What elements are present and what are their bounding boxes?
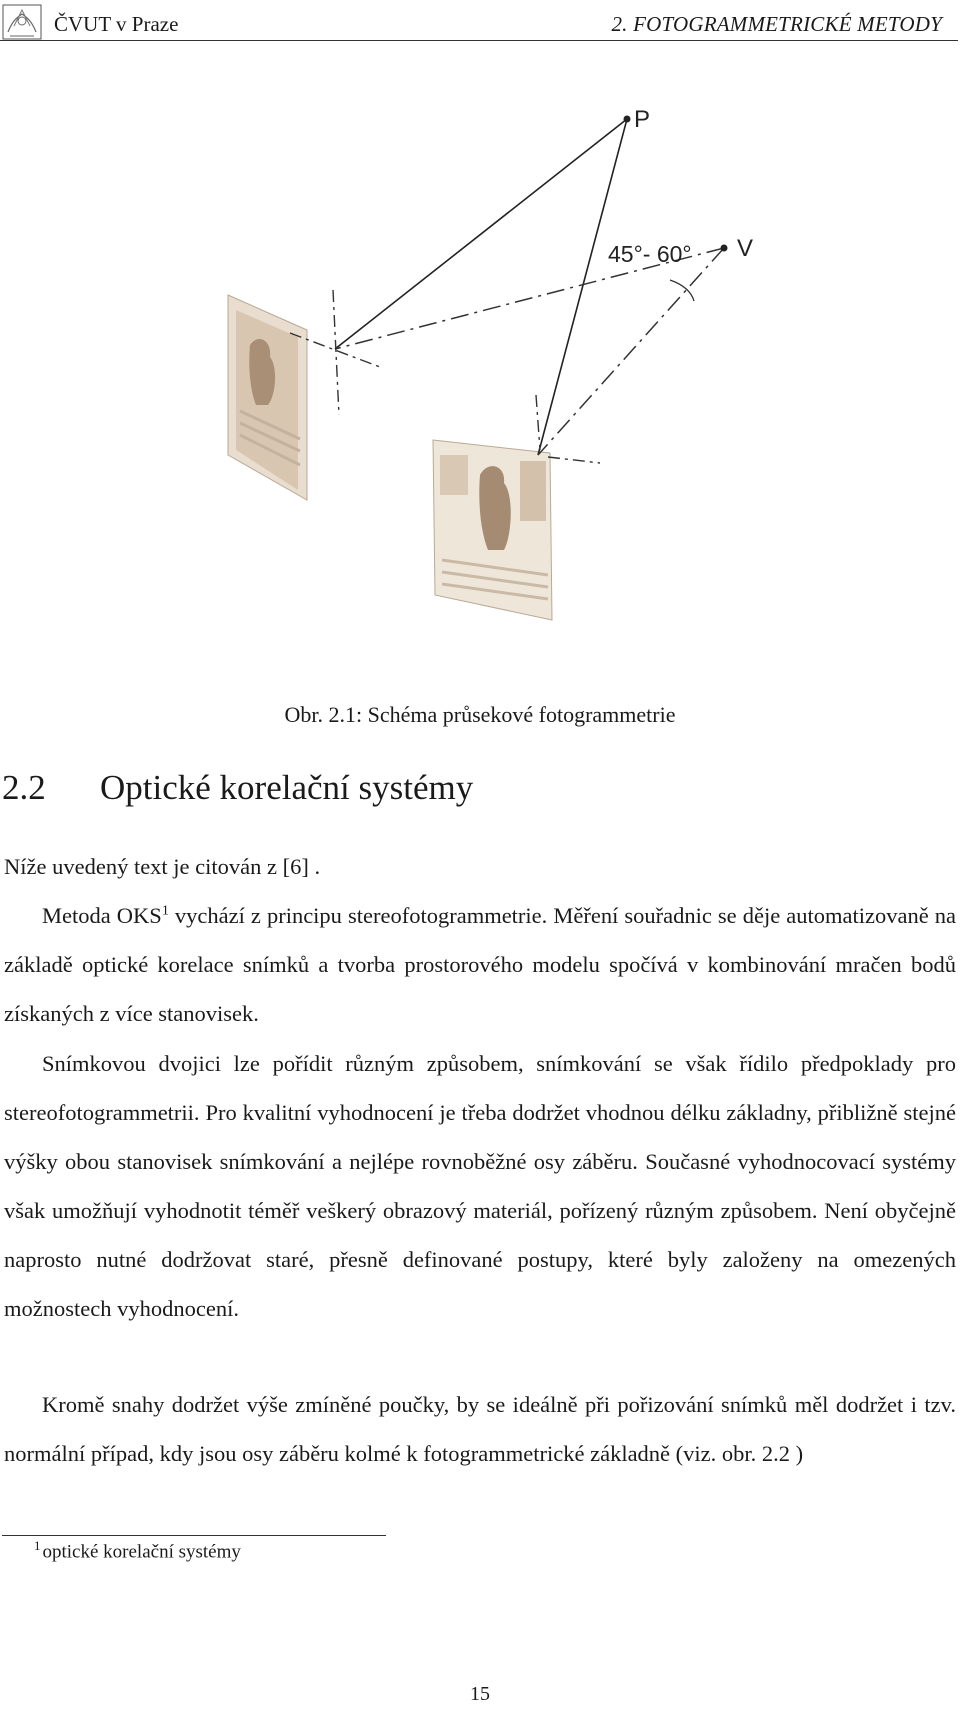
point-v-label: V bbox=[737, 235, 754, 262]
section-number: 2.2 bbox=[2, 768, 46, 807]
section-heading bbox=[2, 768, 473, 808]
intersection-photogrammetry-figure bbox=[0, 105, 960, 645]
header-rule bbox=[0, 40, 958, 41]
point-p-label: P bbox=[634, 106, 651, 133]
left-photo bbox=[228, 295, 307, 500]
paragraph-normal-case: Kromě snahy dodržet výše zmíněné poučky, by se ideálně při pořizování snímků měl dodržet i tzv. normální případ, kdy jsou osy záběru kolmé k fotogrammetrické základně (viz. obr. 2.2 ) bbox=[4, 1392, 956, 1466]
university-logo-icon bbox=[2, 4, 42, 40]
paragraph-stereo-pair: Snímkovou dvojici lze pořídit různým způsobem, snímkování se však řídilo předpoklady pro stereofotogrammetrii. Pro kvalitní vyhodnocení je třeba dodržet vhodnou délku základny, přibližně stejné výšky obou stanovisek snímkování a nejlépe rovnoběžné osy záběru. Současné vyhodnocovací systémy však umožňují vyhodnotit téměř veškerý obrazový materiál, pořízený různým způsobem. Není obyčejně naprosto nutné dodržovat staré, přesně definované postupy, které byly založeny na omezených možnostech vyhodnocení. bbox=[4, 1051, 956, 1321]
footnote-mark: 1 bbox=[34, 1538, 41, 1553]
angle-label: 45°- 60° bbox=[608, 241, 692, 267]
footnote bbox=[34, 1538, 241, 1563]
paragraph-oks-lead: Metoda OKS bbox=[42, 903, 162, 928]
bottom-photo bbox=[433, 440, 552, 620]
paragraph-citation: Níže uvedený text je citován z [6] . bbox=[4, 854, 321, 879]
paragraph-oks-rest: vychází z principu stereofotogrammetrie. Měření souřadnic se děje automatizovaně na základě optické korelace snímků a tvorba prostorového modelu spočívá v kombinování mračen bodů získaných z více stanovisek. bbox=[4, 903, 956, 1026]
footnote-ref: 1 bbox=[161, 903, 169, 919]
header-institution: ČVUT v Praze bbox=[54, 12, 179, 36]
figure-caption: Obr. 2.1: Schéma průsekové fotogrammetrie bbox=[284, 702, 676, 727]
footnote-rule bbox=[2, 1535, 386, 1536]
page-number: 15 bbox=[470, 1683, 490, 1705]
paragraph-oks bbox=[4, 891, 956, 1038]
header-chapter: 2. FOTOGRAMMETRICKÉ METODY bbox=[611, 12, 942, 36]
footnote-text: optické korelační systémy bbox=[42, 1541, 241, 1563]
section-title: Optické korelační systémy bbox=[100, 768, 474, 807]
